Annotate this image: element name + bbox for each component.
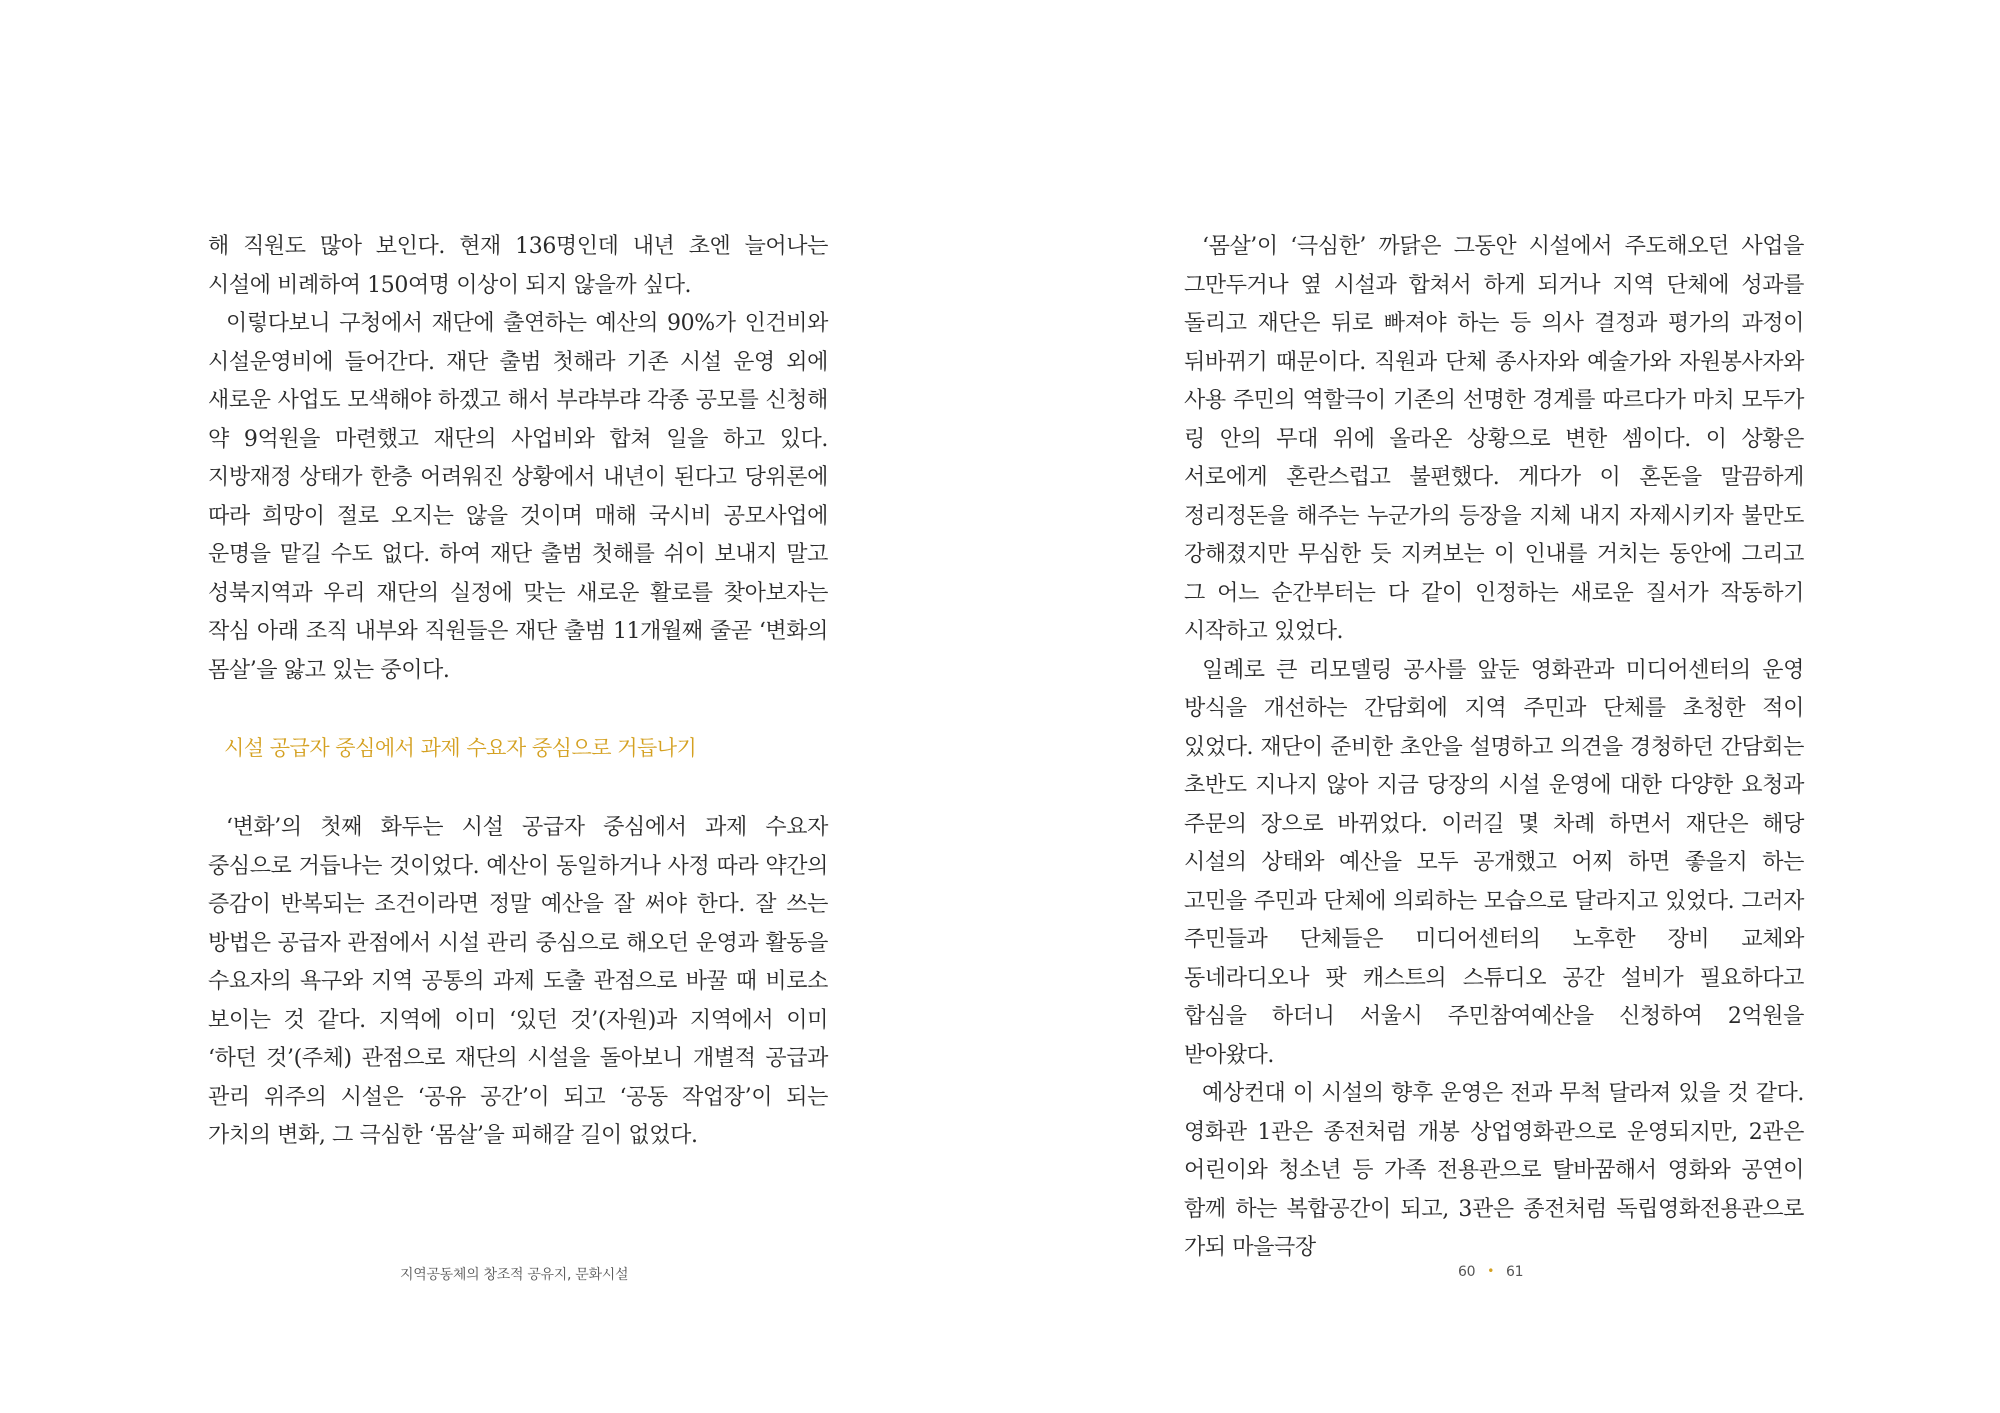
left-text-block-top [208, 228, 828, 690]
left-paragraph-2: 이렇다보니 구청에서 재단에 출연하는 예산의 90%가 인건비와 시설운영비에 들어간다. 재단 출범 첫해라 기존 시설 운영 외에 새로운 사업도 모색해야 하겠고 해서 부랴부랴 각종 공모를 신청해 약 9억원을 마련했고 재단의 사업비와 합쳐 일을 하고 있다. 지방재정 상태가 한층 어려워진 상황에서 내년이 된다고 당위론에 따라 희망이 절로 오지는 않을 것이며 매해 국시비 공모사업에 운명을 맡길 수도 없다. 하여 재단 출범 첫해를 쉬이 보내지 말고 성북지역과 우리 재단의 실정에 맞는 새로운 활로를 찾아보자는 작심 아래 조직 내부와 직원들은 재단 출범 11개월째 줄곧 ‘변화의 몸살’을 앓고 있는 중이다. [208, 311, 828, 683]
left-paragraph-3: ‘변화’의 첫째 화두는 시설 공급자 중심에서 과제 수요자 중심으로 거듭나는 것이었다. 예산이 동일하거나 사정 따라 약간의 증감이 반복되는 조건이라면 정말 예산을 잘 써야 한다. 잘 쓰는 방법은 공급자 관점에서 시설 관리 중심으로 해오던 운영과 활동을 수요자의 욕구와 지역 공통의 과제 도출 관점으로 바꿀 때 비로소 보이는 것 같다. 지역에 이미 ‘있던 것’(자원)과 지역에서 이미 ‘하던 것’(주체) 관점으로 재단의 시설을 돌아보니 개별적 공급과 관리 위주의 시설은 ‘공유 공간’이 되고 ‘공동 작업장’이 되는 가치의 변화, 그 극심한 ‘몸살’을 피해갈 길이 없었다. [208, 815, 828, 1148]
page-number-left: 60 [1458, 1264, 1476, 1280]
right-paragraph-2: 일례로 큰 리모델링 공사를 앞둔 영화관과 미디어센터의 운영 방식을 개선하는 간담회에 지역 주민과 단체를 초청한 적이 있었다. 재단이 준비한 초안을 설명하고 의견을 경청하던 간담회는 초반도 지나지 않아 지금 당장의 시설 운영에 대한 다양한 요청과 주문의 장으로 바뀌었다. 이러길 몇 차례 하면서 재단은 해당 시설의 상태와 예산을 모두 공개했고 어찌 하면 좋을지 하는 고민을 주민과 단체에 의뢰하는 모습으로 달라지고 있었다. 그러자 주민들과 단체들은 미디어센터의 노후한 장비 교체와 동네라디오나 팟 캐스트의 스튜디오 공간 설비가 필요하다고 합심을 하더니 서울시 주민참여예산을 신청하여 2억원을 받아왔다. [1184, 657, 1804, 1068]
right-paragraph-1: ‘몸살’이 ‘극심한’ 까닭은 그동안 시설에서 주도해오던 사업을 그만두거나 옆 시설과 합쳐서 하게 되거나 지역 단체에 성과를 돌리고 재단은 뒤로 빠져야 하는 등 의사 결정과 평가의 과정이 뒤바뀌기 때문이다. 직원과 단체 종사자와 예술가와 자원봉사자와 사용 주민의 역할극이 기존의 선명한 경계를 따르다가 마치 모두가 링 안의 무대 위에 올라온 상황으로 변한 셈이다. 이 상황은 서로에게 혼란스럽고 불편했다. 게다가 이 혼돈을 말끔하게 정리정돈을 해주는 누군가의 등장을 지체 내지 자제시키자 불만도 강해졌지만 무심한 듯 지켜보는 이 인내를 거치는 동안에 그리고 그 어느 순간부터는 다 같이 인정하는 새로운 질서가 작동하기 시작하고 있었다. [1184, 234, 1804, 644]
left-paragraph-1: 해 직원도 많아 보인다. 현재 136명인데 내년 초엔 늘어나는 시설에 비례하여 150여명 이상이 되지 않을까 싶다. [208, 234, 828, 298]
page-separator-dot: • [1487, 1264, 1494, 1278]
left-page [208, 0, 828, 1413]
left-text-block-bottom [208, 809, 828, 1156]
right-page [1184, 0, 1804, 1413]
right-text-block [1184, 228, 1804, 1268]
running-footer-title: 지역공동체의 창조적 공유지, 문화시설 [400, 1267, 629, 1283]
right-paragraph-3: 예상컨대 이 시설의 향후 운영은 전과 무척 달라져 있을 것 같다. 영화관 1관은 종전처럼 개봉 상업영화관으로 운영되지만, 2관은 어린이와 청소년 등 가족 전용관으로 탈바꿈해서 영화와 공연이 함께 하는 복합공간이 되고, 3관은 종전처럼 독립영화전용관으로 가되 마을극장 [1184, 1081, 1804, 1260]
page-numbers [1458, 1264, 1523, 1280]
page-number-right: 61 [1506, 1264, 1524, 1280]
section-heading: 시설 공급자 중심에서 과제 수요자 중심으로 거듭나기 [224, 736, 697, 760]
